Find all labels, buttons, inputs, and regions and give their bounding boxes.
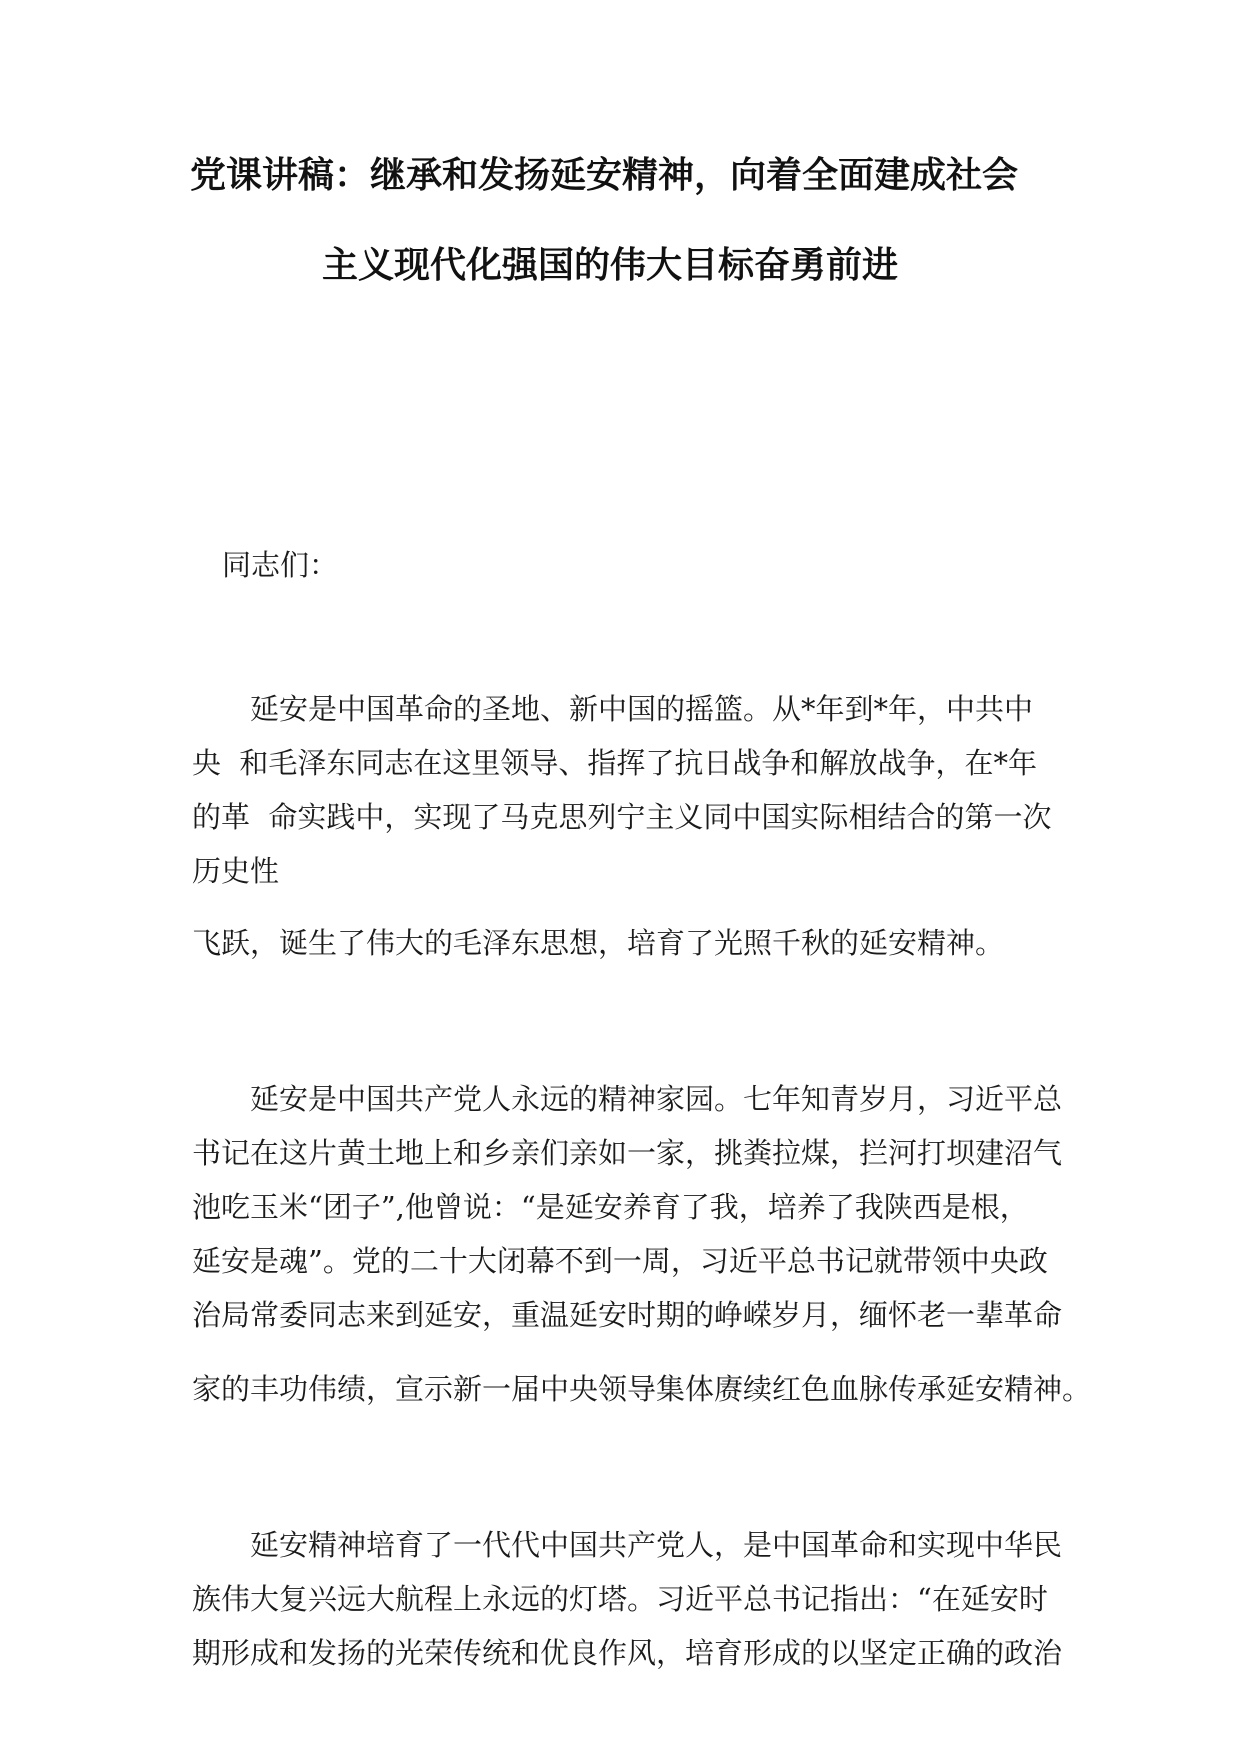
paragraph-2-line-4: 延安是魂”。党的二十大闭幕不到一周，习近平总书记就带领中央政 [192,1244,1048,1278]
paragraph-1-line-2: 央 和毛泽东同志在这里领导、指挥了抗日战争和解放战争，在*年 [192,746,1037,780]
paragraph-3-line-3: 期形成和发扬的光荣传统和优良作风，培育形成的以坚定正确的政治 [192,1636,1063,1670]
paragraph-1-line-5: 飞跃，诞生了伟大的毛泽东思想，培育了光照千秋的延安精神。 [192,926,1005,960]
paragraph-2-line-3: 池吃玉米“团子”,他曾说：“是延安养育了我，培养了我陕西是根， [192,1190,1029,1224]
document-title-line-2: 主义现代化强国的伟大目标奋勇前进 [322,245,899,286]
greeting: 同志们： [222,548,339,582]
paragraph-1-line-4: 历史性 [192,854,280,888]
paragraph-2-line-2: 书记在这片黄土地上和乡亲们亲如一家，挑粪拉煤，拦河打坝建沼气 [192,1136,1063,1170]
paragraph-3-line-2: 族伟大复兴远大航程上永远的灯塔。习近平总书记指出：“在延安时 [192,1582,1048,1616]
paragraph-2-line-5: 治局常委同志来到延安，重温延安时期的峥嵘岁月，缅怀老一辈革命 [192,1298,1063,1332]
paragraph-2-line-6: 家的丰功伟绩，宣示新一届中央领导集体赓续红色血脉传承延安精神。 [192,1372,1092,1406]
paragraph-1-line-1: 延安是中国革命的圣地、新中国的摇篮。从*年到*年，中共中 [250,692,1034,726]
paragraph-1-line-3: 的革 命实践中，实现了马克思列宁主义同中国实际相结合的第一次 [192,800,1052,834]
paragraph-3-line-1: 延安精神培育了一代代中国共产党人，是中国革命和实现中华民 [250,1528,1063,1562]
document-title-line-1: 党课讲稿：继承和发扬延安精神，向着全面建成社会 [190,155,1019,196]
paragraph-2-line-1: 延安是中国共产党人永远的精神家园。七年知青岁月，习近平总 [250,1082,1063,1116]
